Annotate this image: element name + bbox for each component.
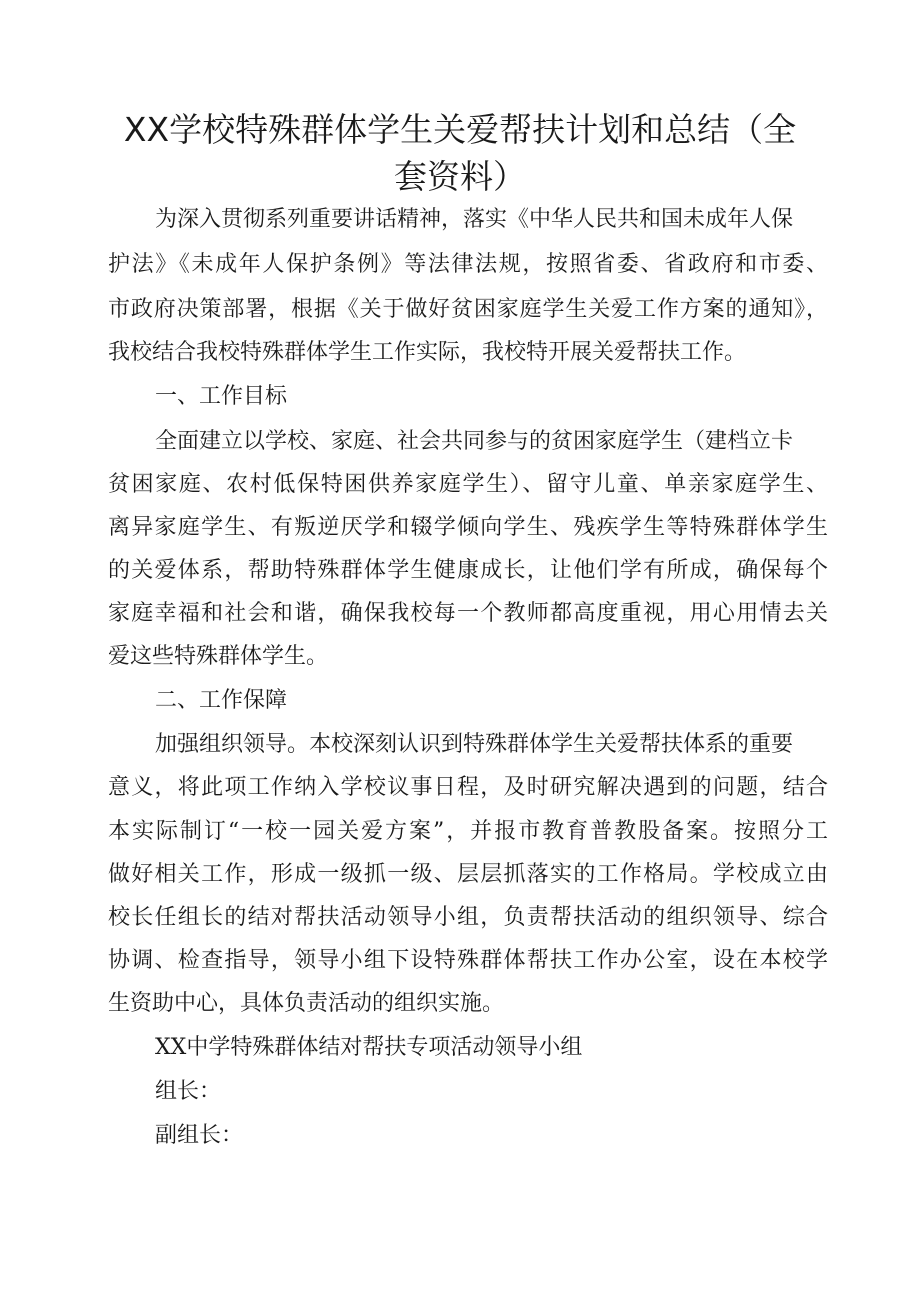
intro-line-3: 市政府决策部署，根据《关于做好贫困家庭学生关爱工作方案的通知》， [108, 297, 828, 322]
section1-line-3: 离异家庭学生、有叛逆厌学和辍学倾向学生、残疾学生等特殊群体学生 [108, 515, 828, 540]
section2-line-5: 校长任组长的结对帮扶活动领导小组，负责帮扶活动的组织领导、综合 [108, 905, 828, 930]
section2-line-3: 本实际制订“一校一园关爱方案”，并报市教育普教股备案。按照分工 [108, 819, 828, 844]
leader-label: 组长： [155, 1079, 222, 1104]
section2-line-1: 加强组织领导。本校深刻认识到特殊群体学生关爱帮扶体系的重要 [155, 732, 794, 757]
section2-line-2: 意义，将此项工作纳入学校议事日程，及时研究解决遇到的问题，结合 [108, 775, 828, 800]
section1-line-2: 贫困家庭、农村低保特困供养家庭学生）、留守儿童、单亲家庭学生、 [108, 472, 828, 497]
intro-line-2: 护法》《未成年人保护条例》等法律法规，按照省委、省政府和市委、 [108, 252, 828, 277]
document-title-line-1: XX学校特殊群体学生关爱帮扶计划和总结（全 [123, 110, 797, 149]
section2-line-7: 生资助中心，具体负责活动的组织实施。 [108, 991, 505, 1016]
section1-line-1: 全面建立以学校、家庭、社会共同参与的贫困家庭学生（建档立卡 [155, 429, 794, 454]
intro-line-1: 为深入贯彻系列重要讲话精神，落实《中华人民共和国未成年人保 [155, 207, 794, 232]
section1-line-6: 爱这些特殊群体学生。 [108, 644, 329, 669]
section1-line-5: 家庭幸福和社会和谐，确保我校每一个教师都高度重视，用心用情去关 [108, 601, 828, 626]
section1-line-4: 的关爱体系，帮助特殊群体学生健康成长，让他们学有所成，确保每个 [108, 558, 828, 583]
section1-heading: 一、工作目标 [155, 384, 288, 409]
section2-line-4: 做好相关工作，形成一级抓一级、层层抓落实的工作格局。学校成立由 [108, 862, 828, 887]
intro-line-4: 我校结合我校特殊群体学生工作实际，我校特开展关爱帮扶工作。 [108, 340, 747, 365]
section2-heading: 二、工作保障 [155, 688, 288, 713]
document-title-line-2: 套资料） [394, 157, 526, 196]
deputy-leader-label: 副组长： [155, 1123, 244, 1148]
group-title: XX中学特殊群体结对帮扶专项活动领导小组 [155, 1035, 583, 1060]
section2-line-6: 协调、检查指导，领导小组下设特殊群体帮扶工作办公室，设在本校学 [108, 948, 828, 973]
